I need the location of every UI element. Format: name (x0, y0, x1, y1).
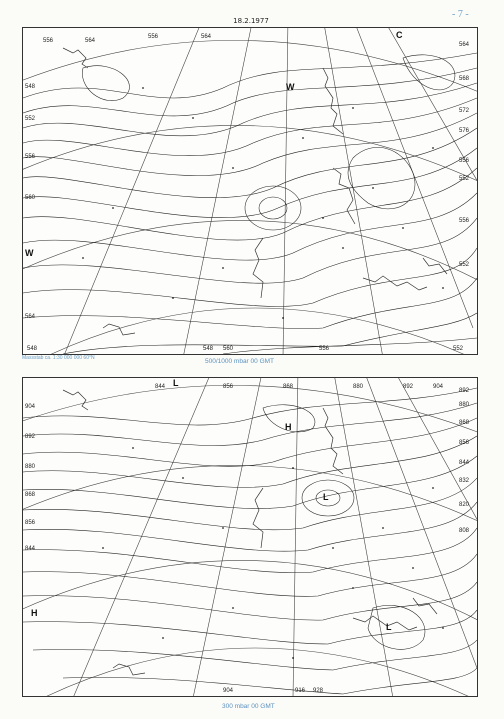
upper-left-label-3: 560 (25, 195, 36, 201)
upper-bottom-label-0: 548 (203, 346, 214, 352)
upper-right-label-3: 576 (459, 128, 470, 134)
upper-weather-map (22, 27, 478, 355)
upper-top-label-3: 564 (201, 34, 212, 40)
upper-bottom-label-3: 552 (453, 346, 464, 352)
upper-left-label-2: 556 (25, 154, 36, 160)
scale-note: Massstab ca. 1:30 000 000 60°N (22, 355, 95, 361)
lower-top-label-4: 892 (403, 384, 414, 390)
upper-left-label-1: 552 (25, 116, 36, 122)
lower-right-label-4: 844 (459, 460, 470, 466)
upper-map-svg (23, 28, 477, 354)
lower-top-label-2: 868 (283, 384, 294, 390)
lower-right-label-7: 808 (459, 528, 470, 534)
lower-top-label-1: 856 (223, 384, 234, 390)
lower-bottom-label-0: 904 (223, 688, 234, 694)
lower-right-label-0: 892 (459, 388, 470, 394)
lower-bottom-label-2: 928 (313, 688, 324, 694)
lower-system-h-north: H (285, 422, 292, 432)
upper-bottom-label-1: 560 (223, 346, 234, 352)
lower-left-label-3: 868 (25, 492, 36, 498)
lower-top-label-0: 844 (155, 384, 166, 390)
lower-right-label-2: 868 (459, 420, 470, 426)
upper-right-label-7: 552 (459, 262, 470, 268)
upper-right-label-1: 568 (459, 76, 470, 82)
lower-right-label-1: 880 (459, 402, 470, 408)
upper-right-label-5: 552 (459, 176, 470, 182)
upper-system-w-west: W (25, 248, 34, 258)
upper-left-label-0: 548 (25, 84, 36, 90)
upper-map-caption: 500/1000 mbar 00 GMT (205, 358, 275, 365)
contour-lines (23, 53, 477, 354)
lower-map-caption: 300 mbar 00 GMT (222, 703, 275, 710)
upper-left-label-4: 564 (25, 314, 36, 320)
upper-right-label-0: 564 (459, 42, 470, 48)
lower-left-label-0: 904 (25, 404, 36, 410)
lower-left-label-1: 892 (25, 434, 36, 440)
lower-map-svg (23, 378, 477, 696)
upper-system-w-north: W (286, 82, 295, 92)
chart-date: 18.2.1977 (233, 17, 269, 25)
upper-system-c: C (396, 30, 403, 40)
lower-left-label-4: 856 (25, 520, 36, 526)
lower-bottom-label-1: 916 (295, 688, 306, 694)
upper-top-label-0: 556 (43, 38, 54, 44)
lower-top-label-3: 880 (353, 384, 364, 390)
upper-right-label-6: 556 (459, 218, 470, 224)
lower-system-h-west: H (31, 608, 38, 618)
upper-top-label-1: 564 (85, 38, 96, 44)
lower-right-label-5: 832 (459, 478, 470, 484)
page-number: - 7 - (452, 9, 469, 20)
lower-system-l-top: L (173, 378, 179, 388)
lower-left-label-5: 844 (25, 546, 36, 552)
upper-bottom-label-2: 556 (319, 346, 330, 352)
lower-left-label-2: 880 (25, 464, 36, 470)
lower-right-label-6: 820 (459, 502, 470, 508)
upper-right-label-2: 572 (459, 108, 470, 114)
upper-top-label-2: 556 (148, 34, 159, 40)
lower-system-l-southeast: L (386, 622, 392, 632)
lower-top-label-5: 904 (433, 384, 444, 390)
lower-system-l-center: L (323, 492, 329, 502)
upper-right-label-4: 556 (459, 158, 470, 164)
lower-right-label-3: 856 (459, 440, 470, 446)
upper-left-label-5: 548 (27, 346, 38, 352)
lower-weather-map (22, 377, 478, 697)
